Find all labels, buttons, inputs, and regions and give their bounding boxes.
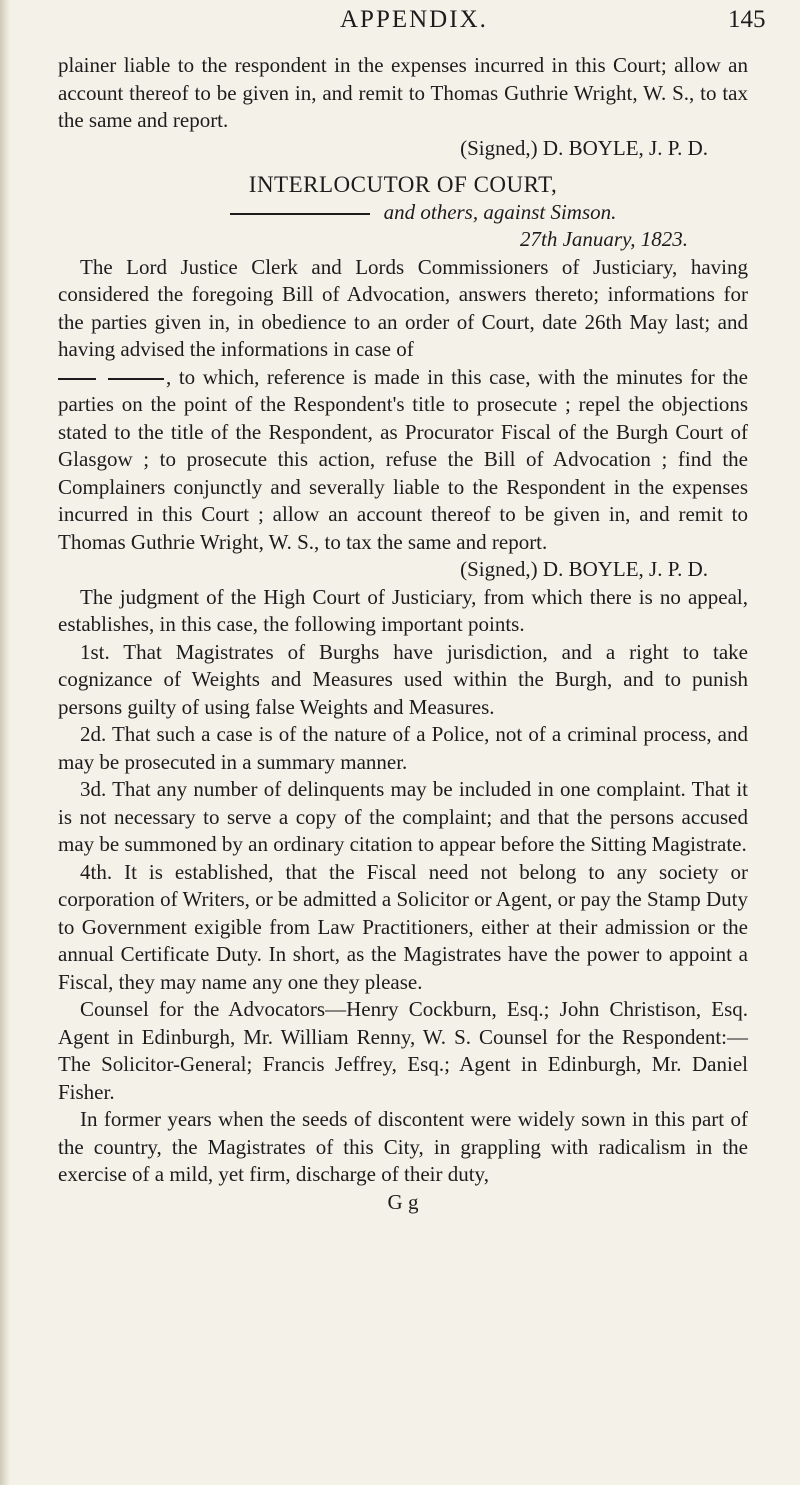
- paragraph: 4th. It is established, that the Fiscal need not belong to any society or corporation of Writers, or be admitted a Solicitor or Agent, or pay the Stamp Duty to Government exigible from Law Practitioners, either at their admission or the annual Certificate Duty. In short, as the Magistrates have the power to appoint a Fiscal, they may name any one they please.: [58, 859, 748, 994]
- paragraph: Counsel for the Advocators—Henry Cockburn, Esq.; John Christison, Esq. Agent in Edinburgh, Mr. William Renny, W. S. Counsel for the Respondent:—The Solicitor-General; Francis Jeffrey, Esq.; Agent in Edinburgh, Mr. Daniel Fisher.: [58, 997, 748, 1104]
- paragraph: The Lord Justice Clerk and Lords Commissioners of Justiciary, having considered the foregoing Bill of Advocation, answers thereto; informations for the parties given in, in obedience to an order of Court, date 26th May last; and having advised the informations in case of: [58, 254, 748, 361]
- paragraph: 2d. That such a case is of the nature of a Police, not of a criminal process, and may be prosecuted in a summary manner.: [58, 722, 748, 774]
- running-head: APPENDIX.: [340, 6, 488, 33]
- paragraph: plainer liable to the respondent in the expenses incurred in this Court; allow an account thereof to be given in, and remit to Thomas Guthrie Wright, W. S., to tax the same and report.: [58, 53, 748, 132]
- page-number: 145: [728, 6, 766, 33]
- paragraph: 3d. That any number of delinquents may be included in one complaint. That it is not necessary to serve a copy of the complaint; and that the persons accused may be summoned by an ordinary citation to appear before the Sitting Magistrate.: [58, 777, 748, 856]
- signature-line: (Signed,) D. BOYLE, J. P. D.: [460, 135, 708, 160]
- page-edge-shadow: [0, 0, 10, 1485]
- page-header: [0, 6, 800, 46]
- paragraph: In former years when the seeds of discontent were widely sown in this part of the country, the Magistrates of this City, in grappling with radicalism in the exercise of a mild, yet firm, discharge of their duty,: [58, 1107, 748, 1186]
- date-line: 27th January, 1823.: [520, 227, 688, 251]
- case-title-line: and others, against Simson.: [98, 199, 748, 227]
- paragraph-continued: , to which, reference is made in this case, with the minutes for the parties on the point of the Respondent's title to prosecute ; repel the objections stated to the title of the Respondent, as Procurator Fiscal of the Burgh Court of Glasgow ; to prosecute this action, refuse the Bill of Advocation ; find the Complainers conjunctly and severally liable to the Respondent in the expenses incurred in this Court ; allow an account thereof to be given in, and remit to Thomas Guthrie Wright, W. S., to tax the same and report.: [58, 364, 748, 554]
- paragraph: The judgment of the High Court of Justiciary, from which there is no appeal, establishes, in this case, the following important points.: [58, 584, 748, 636]
- signature-mark: G g: [387, 1189, 419, 1214]
- page-body: [58, 52, 748, 1216]
- paragraph: 1st. That Magistrates of Burghs have jurisdiction, and a right to take cognizance of Weights and Measures used within the Burgh, and to punish persons guilty of using false Weights and Measures.: [58, 639, 748, 719]
- blank-name-rule: [230, 213, 370, 215]
- blank-name-rule: [58, 378, 96, 380]
- signature-line: (Signed,) D. BOYLE, J. P. D.: [460, 557, 708, 581]
- section-heading: INTERLOCUTOR OF COURT,: [248, 172, 558, 197]
- blank-name-rule: [108, 378, 164, 380]
